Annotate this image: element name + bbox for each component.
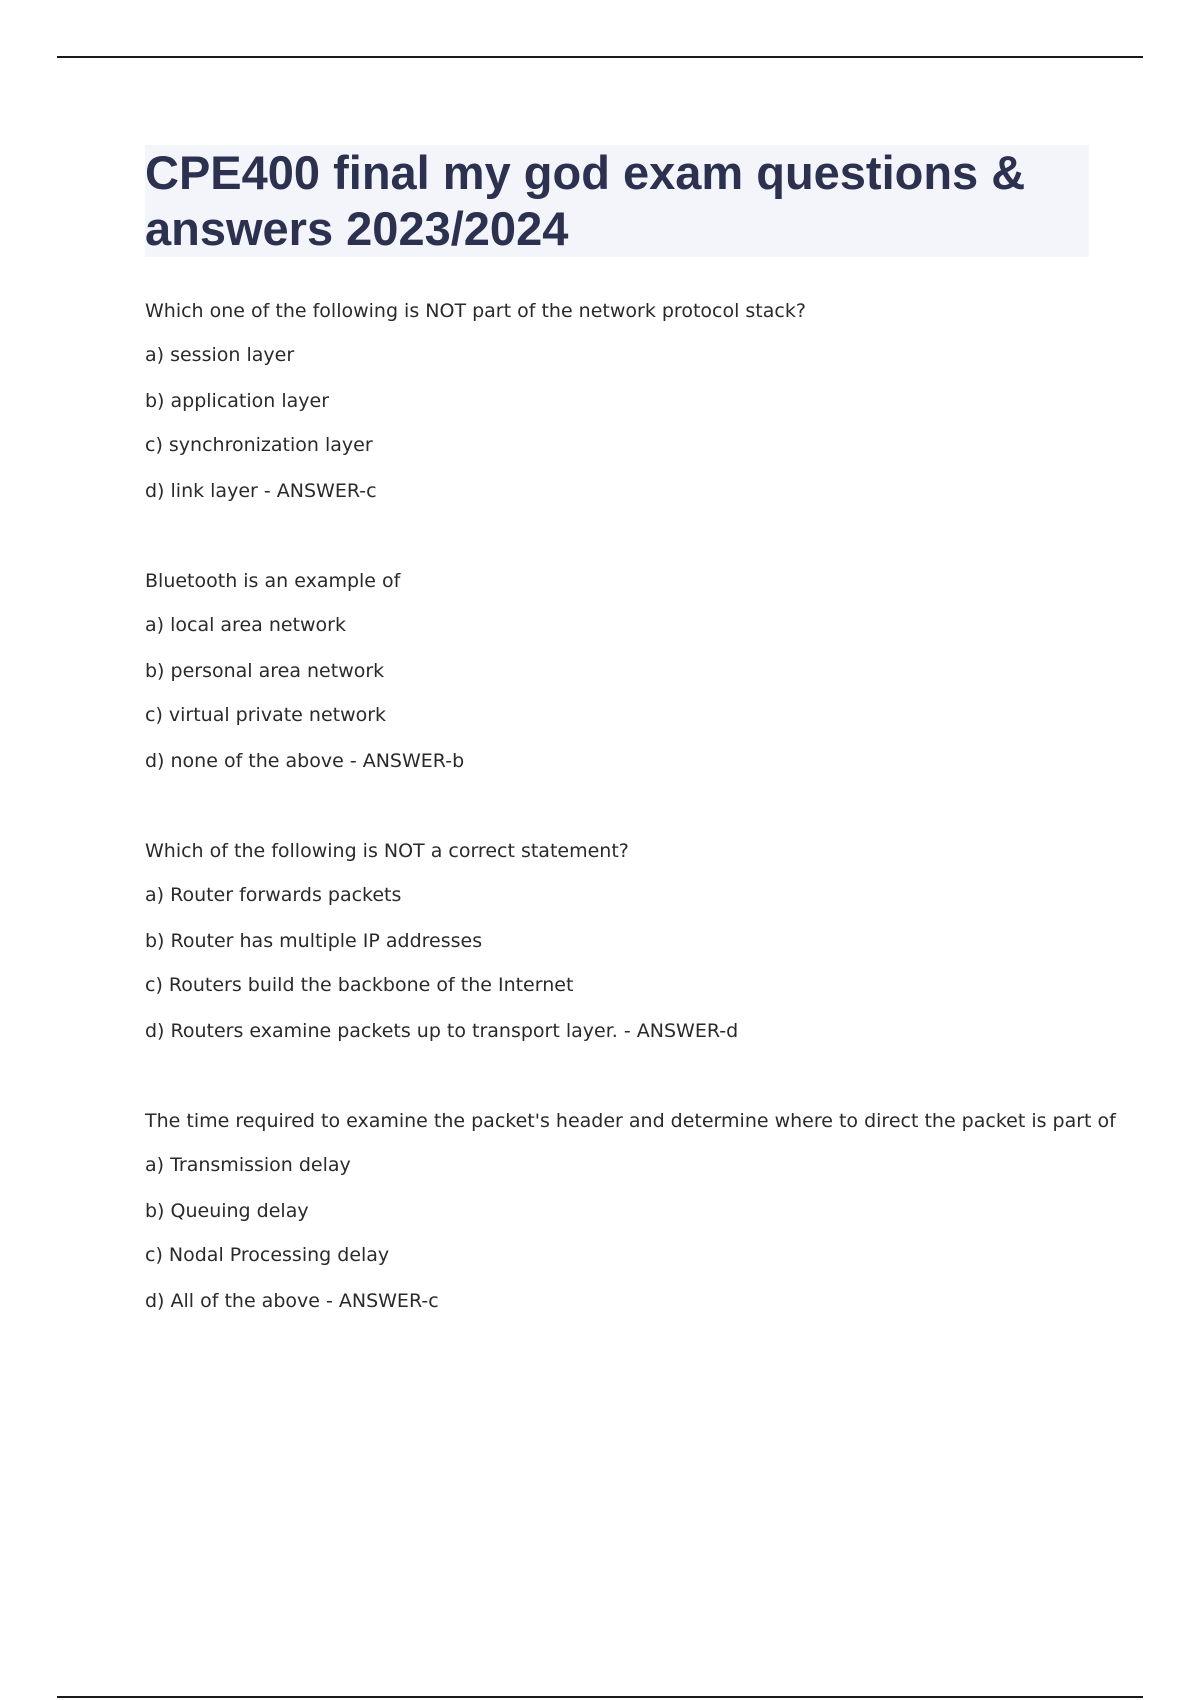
answer-option: c) Routers build the backbone of the Internet [145, 974, 574, 996]
question-block [145, 1110, 1116, 1312]
question-block [145, 570, 1105, 772]
answer-option: d) Routers examine packets up to transport layer. - ANSWER-d [145, 1020, 739, 1042]
answer-option: a) Router forwards packets [145, 884, 402, 906]
top-rule [57, 56, 1143, 58]
answer-option: d) link layer - ANSWER-c [145, 480, 377, 502]
answer-option: a) session layer [145, 344, 295, 366]
document-title: CPE400 final my god exam questions & answers 2023/2024 [145, 146, 1026, 255]
question-block [145, 840, 1105, 1042]
answer-option: b) application layer [145, 390, 330, 412]
answer-option: c) virtual private network [145, 704, 387, 726]
answer-option: d) All of the above - ANSWER-c [145, 1290, 439, 1312]
answer-option: d) none of the above - ANSWER-b [145, 750, 465, 772]
question-text: Which of the following is NOT a correct statement? [145, 840, 629, 862]
question-list [145, 300, 1116, 1312]
answer-option: c) Nodal Processing delay [145, 1244, 390, 1266]
question-block [145, 300, 1105, 502]
answer-option: b) Queuing delay [145, 1200, 309, 1222]
answer-option: b) Router has multiple IP addresses [145, 930, 483, 952]
question-text: Bluetooth is an example of [145, 570, 401, 592]
question-text: Which one of the following is NOT part of the network protocol stack? [145, 300, 806, 322]
bottom-rule [57, 1696, 1143, 1698]
question-text: The time required to examine the packet's header and determine where to direct the packet is part of [145, 1110, 1116, 1132]
answer-option: a) local area network [145, 614, 346, 636]
answer-option: b) personal area network [145, 660, 385, 682]
title-box [145, 145, 1089, 257]
answer-option: a) Transmission delay [145, 1154, 351, 1176]
answer-option: c) synchronization layer [145, 434, 373, 456]
